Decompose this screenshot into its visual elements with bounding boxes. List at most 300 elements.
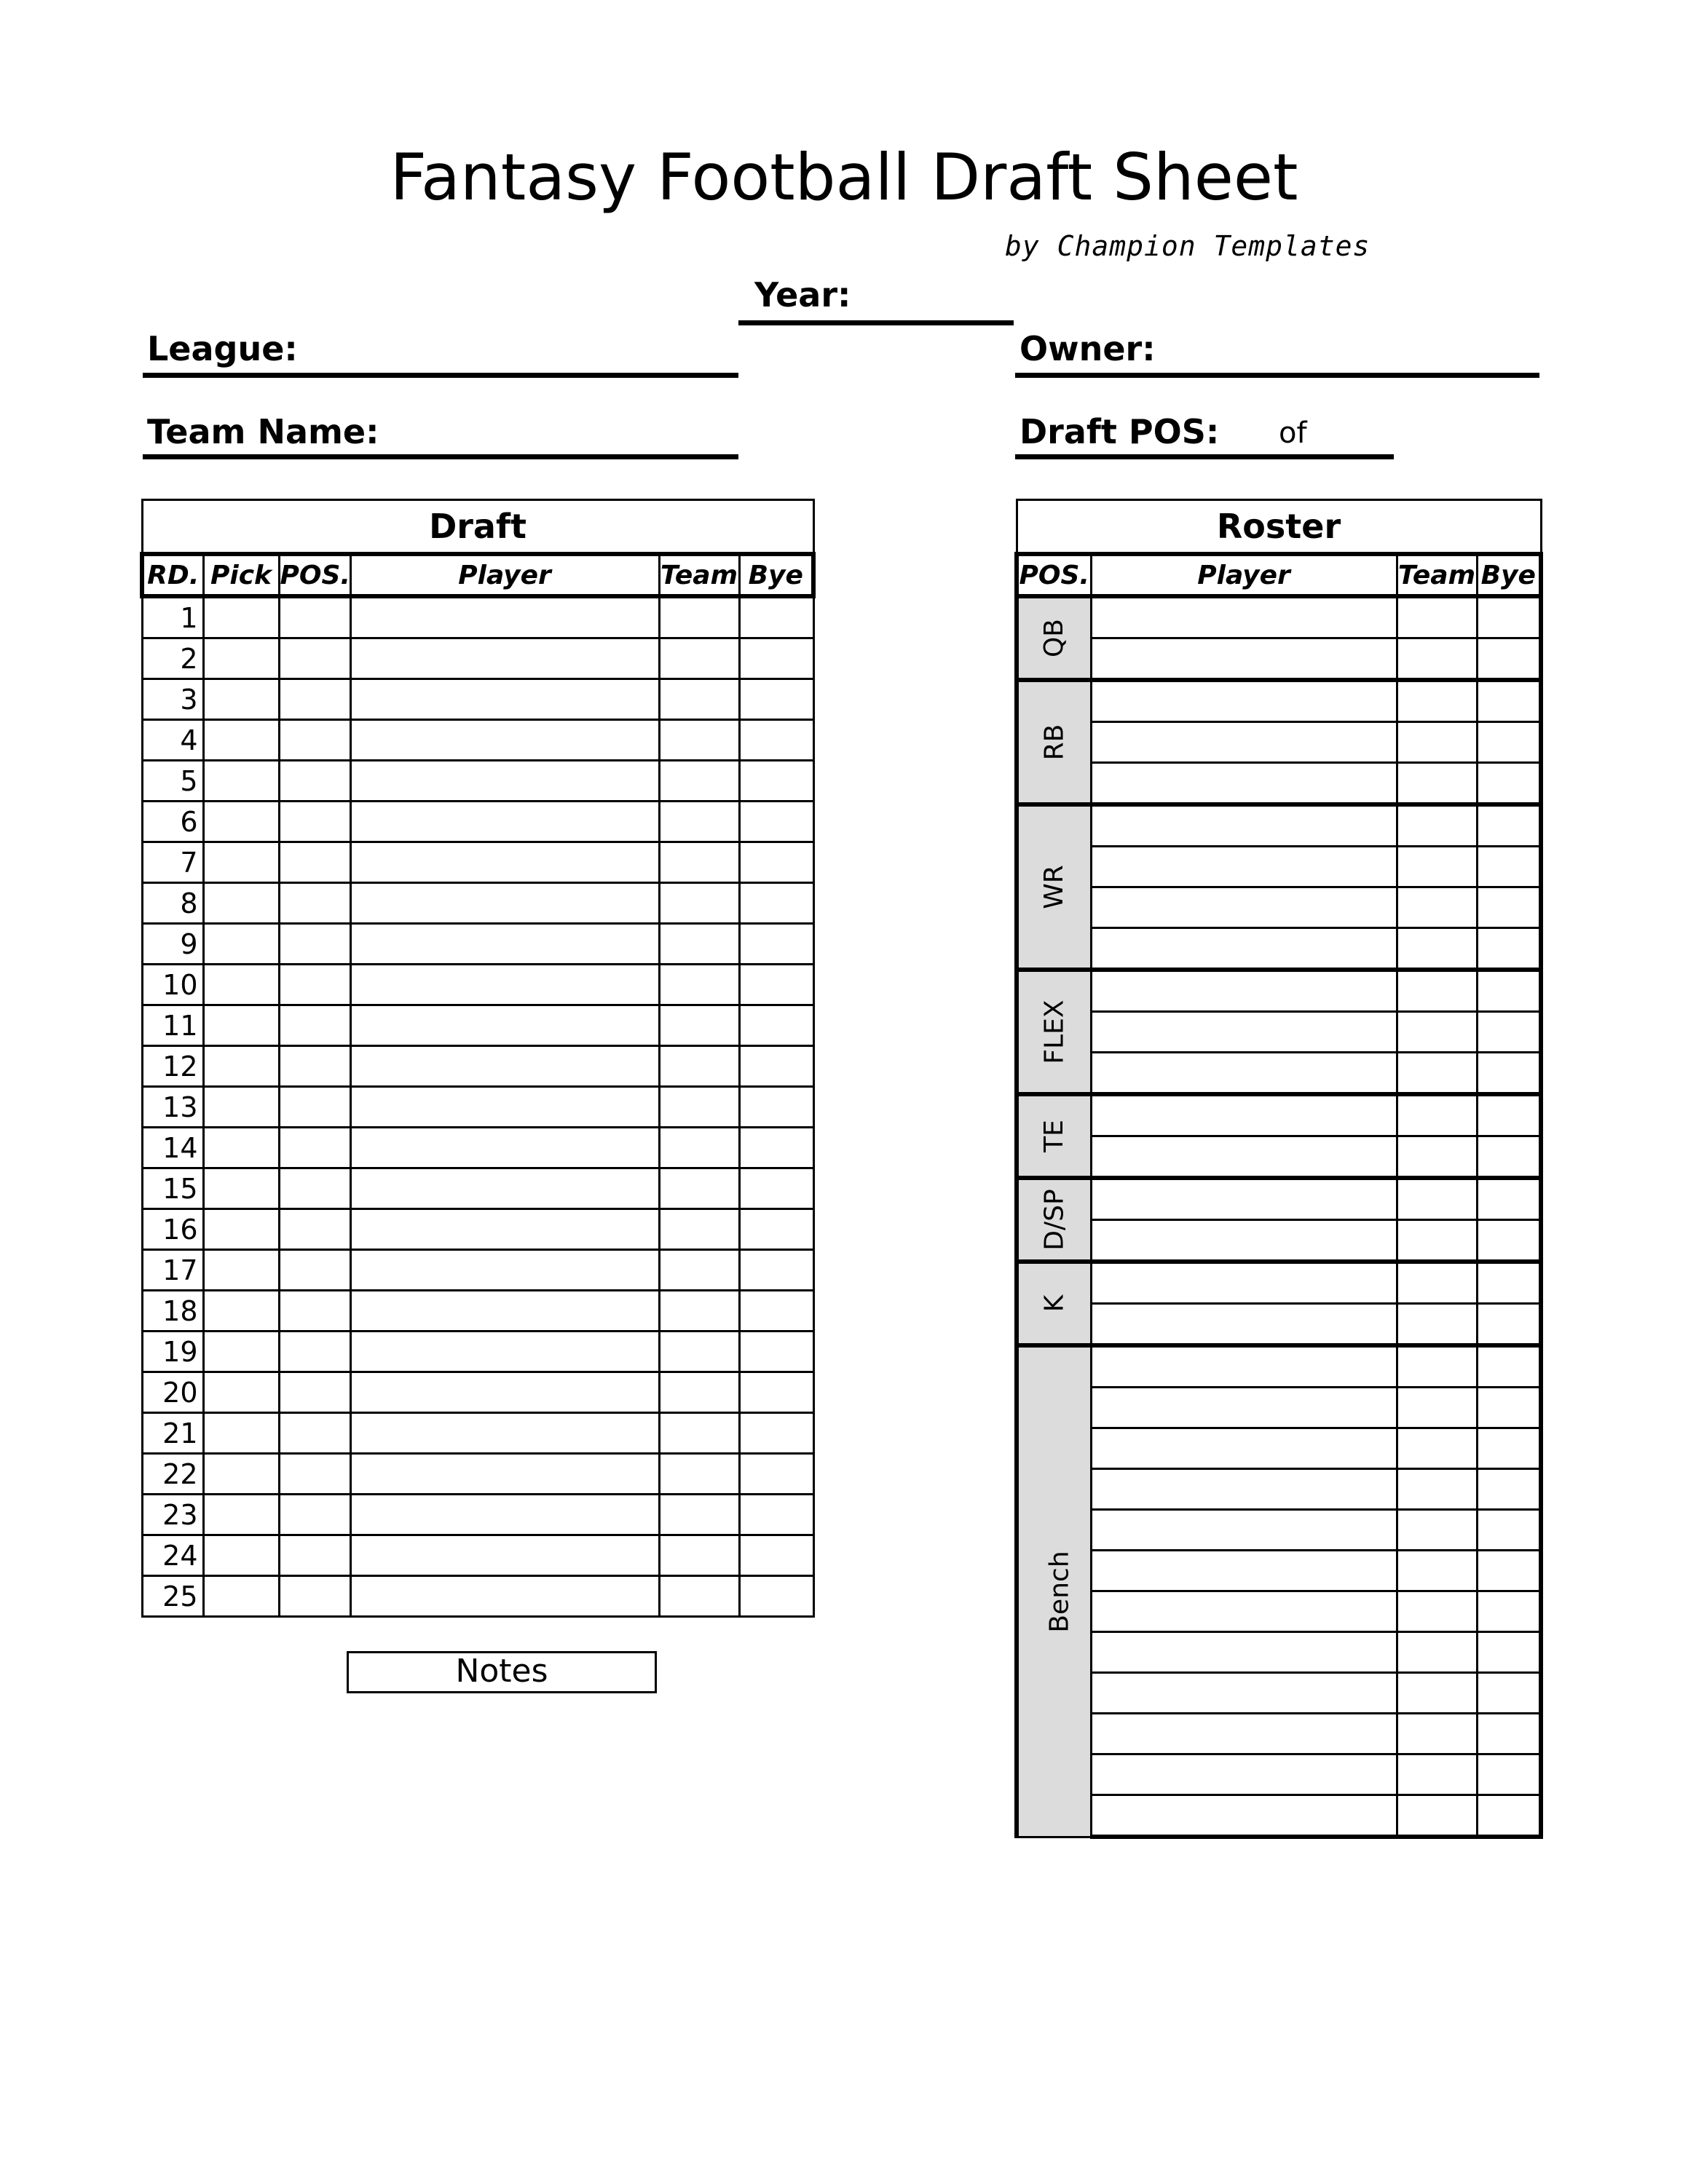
player-cell[interactable]	[350, 1128, 659, 1168]
pos-cell[interactable]	[279, 1250, 350, 1291]
draft-row	[142, 802, 813, 842]
round-number: 1	[142, 596, 203, 638]
roster-row	[1017, 722, 1541, 763]
bye-cell[interactable]	[1477, 1795, 1541, 1837]
player-cell[interactable]	[1091, 1388, 1397, 1428]
roster-pos-label: RB	[1039, 724, 1070, 761]
draft-row	[142, 924, 813, 965]
player-cell[interactable]	[350, 1005, 659, 1046]
byline: by Champion Templates	[1005, 230, 1370, 262]
team-cell[interactable]	[659, 1372, 739, 1413]
round-number: 11	[142, 1005, 203, 1046]
pick-cell[interactable]	[203, 1168, 279, 1209]
player-cell[interactable]	[350, 1087, 659, 1128]
player-cell[interactable]	[1091, 887, 1397, 928]
player-cell[interactable]	[1091, 722, 1397, 763]
player-cell[interactable]	[1091, 1345, 1397, 1388]
bye-cell[interactable]	[739, 1576, 813, 1617]
bye-cell[interactable]	[739, 802, 813, 842]
bye-cell[interactable]	[739, 1495, 813, 1535]
roster-row	[1017, 847, 1541, 887]
bye-cell[interactable]	[1477, 928, 1541, 970]
team-cell[interactable]	[1397, 763, 1477, 805]
bye-cell[interactable]	[1477, 1673, 1541, 1714]
player-cell[interactable]	[1091, 1136, 1397, 1179]
pick-cell[interactable]	[203, 1291, 279, 1332]
pos-cell[interactable]	[279, 596, 350, 638]
bye-cell[interactable]	[739, 1168, 813, 1209]
team-cell[interactable]	[1397, 1053, 1477, 1095]
draft-header-player: Player	[350, 554, 659, 596]
team-cell[interactable]	[1397, 1428, 1477, 1469]
player-cell[interactable]	[1091, 1220, 1397, 1262]
pos-cell[interactable]	[279, 1372, 350, 1413]
bye-cell[interactable]	[739, 1372, 813, 1413]
bye-cell[interactable]	[1477, 680, 1541, 722]
roster-pos-k	[1017, 1262, 1091, 1345]
roster-pos-label: Bench	[1044, 1551, 1075, 1633]
player-cell[interactable]	[1091, 1428, 1397, 1469]
bye-cell[interactable]	[739, 720, 813, 761]
bye-cell[interactable]	[1477, 1428, 1541, 1469]
roster-pos-qb	[1017, 596, 1091, 680]
team-cell[interactable]	[659, 1454, 739, 1495]
player-cell[interactable]	[1091, 1795, 1397, 1837]
pos-cell[interactable]	[279, 965, 350, 1005]
team-cell[interactable]	[659, 1128, 739, 1168]
team-cell[interactable]	[1397, 928, 1477, 970]
player-cell[interactable]	[1091, 763, 1397, 805]
team-cell[interactable]	[1397, 680, 1477, 722]
bye-cell[interactable]	[1477, 970, 1541, 1012]
pick-cell[interactable]	[203, 883, 279, 924]
pos-cell[interactable]	[279, 638, 350, 679]
team-cell[interactable]	[1397, 1632, 1477, 1673]
roster-pos-te	[1017, 1094, 1091, 1178]
team-cell[interactable]	[1397, 638, 1477, 681]
team-cell[interactable]	[1397, 847, 1477, 887]
pick-cell[interactable]	[203, 1209, 279, 1250]
team-cell[interactable]	[659, 761, 739, 802]
player-cell[interactable]	[1091, 1012, 1397, 1053]
roster-row	[1017, 1388, 1541, 1428]
bye-cell[interactable]	[1477, 763, 1541, 805]
bye-cell[interactable]	[739, 761, 813, 802]
pick-cell[interactable]	[203, 596, 279, 638]
player-cell[interactable]	[1091, 1714, 1397, 1754]
pick-cell[interactable]	[203, 924, 279, 965]
owner-label: Owner:	[1019, 329, 1156, 368]
bye-cell[interactable]	[739, 1454, 813, 1495]
player-cell[interactable]	[350, 842, 659, 883]
team-cell[interactable]	[659, 1005, 739, 1046]
player-cell[interactable]	[350, 883, 659, 924]
bye-cell[interactable]	[1477, 1053, 1541, 1095]
roster-row	[1017, 680, 1541, 722]
pos-cell[interactable]	[279, 1168, 350, 1209]
bye-cell[interactable]	[739, 596, 813, 638]
pos-cell[interactable]	[279, 1128, 350, 1168]
bye-cell[interactable]	[739, 1535, 813, 1576]
roster-row	[1017, 1469, 1541, 1510]
bye-cell[interactable]	[1477, 1178, 1541, 1220]
bye-cell[interactable]	[1477, 1304, 1541, 1346]
team-cell[interactable]	[1397, 1345, 1477, 1388]
bye-cell[interactable]	[739, 1046, 813, 1087]
roster-row	[1017, 1428, 1541, 1469]
round-number: 14	[142, 1128, 203, 1168]
team-name-field[interactable]	[143, 454, 738, 459]
team-cell[interactable]	[659, 1209, 739, 1250]
pick-cell[interactable]	[203, 1005, 279, 1046]
year-label: Year:	[754, 275, 851, 314]
round-number: 23	[142, 1495, 203, 1535]
player-cell[interactable]	[350, 1291, 659, 1332]
player-cell[interactable]	[350, 638, 659, 679]
bye-cell[interactable]	[739, 1209, 813, 1250]
player-cell[interactable]	[1091, 847, 1397, 887]
player-cell[interactable]	[1091, 1632, 1397, 1673]
pos-cell[interactable]	[279, 1046, 350, 1087]
pick-cell[interactable]	[203, 1495, 279, 1535]
team-cell[interactable]	[659, 638, 739, 679]
bye-cell[interactable]	[1477, 1220, 1541, 1262]
roster-row	[1017, 1551, 1541, 1591]
player-cell[interactable]	[350, 965, 659, 1005]
roster-row	[1017, 1345, 1541, 1388]
team-cell[interactable]	[1397, 1220, 1477, 1262]
draft-row	[142, 1332, 813, 1372]
team-cell[interactable]	[1397, 596, 1477, 638]
team-cell[interactable]	[659, 1291, 739, 1332]
team-cell[interactable]	[1397, 1673, 1477, 1714]
pos-cell[interactable]	[279, 802, 350, 842]
team-cell[interactable]	[659, 1046, 739, 1087]
draft-row	[142, 1535, 813, 1576]
pick-cell[interactable]	[203, 1087, 279, 1128]
pick-cell[interactable]	[203, 1413, 279, 1454]
draft-header-rd: RD.	[142, 554, 203, 596]
team-cell[interactable]	[1397, 1551, 1477, 1591]
bye-cell[interactable]	[1477, 1591, 1541, 1632]
pick-cell[interactable]	[203, 842, 279, 883]
player-cell[interactable]	[350, 1168, 659, 1209]
team-cell[interactable]	[1397, 1714, 1477, 1754]
roster-header-bye: Bye	[1477, 554, 1541, 596]
bye-cell[interactable]	[739, 1413, 813, 1454]
pos-cell[interactable]	[279, 1087, 350, 1128]
team-cell[interactable]	[1397, 1591, 1477, 1632]
team-cell[interactable]	[659, 802, 739, 842]
bye-cell[interactable]	[739, 1005, 813, 1046]
league-field[interactable]	[143, 373, 738, 378]
round-number: 24	[142, 1535, 203, 1576]
bye-cell[interactable]	[1477, 887, 1541, 928]
draft-row	[142, 1454, 813, 1495]
team-cell[interactable]	[659, 720, 739, 761]
roster-row	[1017, 1754, 1541, 1795]
team-cell[interactable]	[1397, 1469, 1477, 1510]
draft-row	[142, 1250, 813, 1291]
team-cell[interactable]	[1397, 1510, 1477, 1551]
player-cell[interactable]	[350, 720, 659, 761]
team-cell[interactable]	[659, 1332, 739, 1372]
team-cell[interactable]	[659, 596, 739, 638]
roster-caption: Roster	[1017, 500, 1541, 555]
draft-row	[142, 1372, 813, 1413]
pos-cell[interactable]	[279, 1291, 350, 1332]
owner-field[interactable]	[1015, 373, 1539, 378]
team-cell[interactable]	[1397, 970, 1477, 1012]
team-cell[interactable]	[1397, 722, 1477, 763]
bye-cell[interactable]	[1477, 1510, 1541, 1551]
bye-cell[interactable]	[1477, 804, 1541, 847]
bye-cell[interactable]	[1477, 638, 1541, 681]
bye-cell[interactable]	[1477, 1632, 1541, 1673]
pick-cell[interactable]	[203, 1128, 279, 1168]
player-cell[interactable]	[1091, 804, 1397, 847]
round-number: 19	[142, 1332, 203, 1372]
team-cell[interactable]	[659, 1495, 739, 1535]
bye-cell[interactable]	[739, 842, 813, 883]
roster-row	[1017, 1510, 1541, 1551]
team-cell[interactable]	[659, 1535, 739, 1576]
bye-cell[interactable]	[739, 1291, 813, 1332]
player-cell[interactable]	[350, 1372, 659, 1413]
team-cell[interactable]	[659, 1413, 739, 1454]
bye-cell[interactable]	[1477, 1094, 1541, 1136]
player-cell[interactable]	[1091, 1673, 1397, 1714]
roster-row	[1017, 804, 1541, 847]
player-cell[interactable]	[1091, 1304, 1397, 1346]
bye-cell[interactable]	[1477, 847, 1541, 887]
pick-cell[interactable]	[203, 1576, 279, 1617]
draft-row	[142, 1005, 813, 1046]
notes-label: Notes	[347, 1651, 657, 1693]
pos-cell[interactable]	[279, 1454, 350, 1495]
draft-pos-field[interactable]	[1015, 454, 1394, 459]
bye-cell[interactable]	[739, 883, 813, 924]
draft-caption: Draft	[142, 500, 813, 555]
team-cell[interactable]	[1397, 1262, 1477, 1304]
player-cell[interactable]	[350, 1454, 659, 1495]
round-number: 17	[142, 1250, 203, 1291]
team-cell[interactable]	[1397, 887, 1477, 928]
draft-row	[142, 1087, 813, 1128]
pick-cell[interactable]	[203, 720, 279, 761]
pick-cell[interactable]	[203, 1454, 279, 1495]
pos-cell[interactable]	[279, 679, 350, 720]
bye-cell[interactable]	[739, 1128, 813, 1168]
league-label: League:	[147, 329, 298, 368]
roster-row	[1017, 638, 1541, 681]
team-cell[interactable]	[659, 842, 739, 883]
bye-cell[interactable]	[1477, 1345, 1541, 1388]
roster-pos-label: QB	[1039, 618, 1070, 658]
player-cell[interactable]	[350, 1535, 659, 1576]
pos-cell[interactable]	[279, 1332, 350, 1372]
roster-row	[1017, 1591, 1541, 1632]
draft-header-pick: Pick	[203, 554, 279, 596]
bye-cell[interactable]	[739, 965, 813, 1005]
draft-header-team: Team	[659, 554, 739, 596]
pick-cell[interactable]	[203, 679, 279, 720]
pos-cell[interactable]	[279, 1495, 350, 1535]
bye-cell[interactable]	[1477, 596, 1541, 638]
roster-row	[1017, 1012, 1541, 1053]
pick-cell[interactable]	[203, 1372, 279, 1413]
team-cell[interactable]	[659, 679, 739, 720]
round-number: 10	[142, 965, 203, 1005]
draft-row	[142, 1046, 813, 1087]
draft-row	[142, 1576, 813, 1617]
bye-cell[interactable]	[739, 638, 813, 679]
bye-cell[interactable]	[739, 1087, 813, 1128]
pick-cell[interactable]	[203, 1535, 279, 1576]
pos-cell[interactable]	[279, 1413, 350, 1454]
player-cell[interactable]	[350, 1209, 659, 1250]
team-cell[interactable]	[1397, 1795, 1477, 1837]
pick-cell[interactable]	[203, 1332, 279, 1372]
roster-pos-label: WR	[1039, 865, 1070, 909]
bye-cell[interactable]	[739, 1332, 813, 1372]
roster-row	[1017, 1714, 1541, 1754]
player-cell[interactable]	[1091, 1469, 1397, 1510]
pos-cell[interactable]	[279, 842, 350, 883]
bye-cell[interactable]	[739, 924, 813, 965]
draft-row	[142, 679, 813, 720]
team-cell[interactable]	[1397, 1754, 1477, 1795]
roster-pos-wr	[1017, 804, 1091, 970]
pos-cell[interactable]	[279, 761, 350, 802]
player-cell[interactable]	[1091, 1262, 1397, 1304]
pos-cell[interactable]	[279, 1209, 350, 1250]
player-cell[interactable]	[1091, 1178, 1397, 1220]
pos-cell[interactable]	[279, 883, 350, 924]
draft-header-pos: POS.	[279, 554, 350, 596]
roster-row	[1017, 1094, 1541, 1136]
pos-cell[interactable]	[279, 1535, 350, 1576]
page-title: Fantasy Football Draft Sheet	[390, 140, 1298, 215]
draft-row	[142, 638, 813, 679]
round-number: 18	[142, 1291, 203, 1332]
draft-pos-label: Draft POS:	[1019, 412, 1220, 451]
player-cell[interactable]	[350, 596, 659, 638]
player-cell[interactable]	[350, 1250, 659, 1291]
roster-row	[1017, 887, 1541, 928]
bye-cell[interactable]	[1477, 1714, 1541, 1754]
team-cell[interactable]	[659, 965, 739, 1005]
draft-row	[142, 1168, 813, 1209]
draft-row	[142, 720, 813, 761]
player-cell[interactable]	[1091, 596, 1397, 638]
player-cell[interactable]	[1091, 638, 1397, 681]
player-cell[interactable]	[1091, 1591, 1397, 1632]
pos-cell[interactable]	[279, 1576, 350, 1617]
roster-pos-label: TE	[1039, 1120, 1070, 1152]
player-cell[interactable]	[1091, 1053, 1397, 1095]
team-cell[interactable]	[1397, 1388, 1477, 1428]
player-cell[interactable]	[1091, 1551, 1397, 1591]
team-cell[interactable]	[1397, 1136, 1477, 1179]
roster-table	[1014, 499, 1543, 1839]
draft-pos-of: of	[1279, 416, 1307, 450]
player-cell[interactable]	[350, 1046, 659, 1087]
player-cell[interactable]	[1091, 928, 1397, 970]
roster-row	[1017, 763, 1541, 805]
player-cell[interactable]	[350, 802, 659, 842]
team-cell[interactable]	[659, 1168, 739, 1209]
player-cell[interactable]	[350, 1332, 659, 1372]
round-number: 15	[142, 1168, 203, 1209]
team-cell[interactable]	[1397, 1094, 1477, 1136]
roster-pos-label: D/SP	[1039, 1189, 1070, 1251]
roster-row	[1017, 1304, 1541, 1346]
bye-cell[interactable]	[1477, 1262, 1541, 1304]
pick-cell[interactable]	[203, 638, 279, 679]
bye-cell[interactable]	[739, 679, 813, 720]
bye-cell[interactable]	[739, 1250, 813, 1291]
player-cell[interactable]	[1091, 1754, 1397, 1795]
team-cell[interactable]	[659, 1250, 739, 1291]
round-number: 2	[142, 638, 203, 679]
player-cell[interactable]	[1091, 1094, 1397, 1136]
pos-cell[interactable]	[279, 924, 350, 965]
bye-cell[interactable]	[1477, 1388, 1541, 1428]
team-name-label: Team Name:	[147, 412, 379, 451]
team-cell[interactable]	[659, 1576, 739, 1617]
bye-cell[interactable]	[1477, 1012, 1541, 1053]
team-cell[interactable]	[659, 1087, 739, 1128]
player-cell[interactable]	[350, 1495, 659, 1535]
team-cell[interactable]	[1397, 1178, 1477, 1220]
bye-cell[interactable]	[1477, 722, 1541, 763]
pos-cell[interactable]	[279, 720, 350, 761]
pick-cell[interactable]	[203, 1046, 279, 1087]
team-cell[interactable]	[1397, 1304, 1477, 1346]
bye-cell[interactable]	[1477, 1551, 1541, 1591]
draft-row	[142, 1291, 813, 1332]
round-number: 13	[142, 1087, 203, 1128]
player-cell[interactable]	[350, 1413, 659, 1454]
bye-cell[interactable]	[1477, 1136, 1541, 1179]
team-cell[interactable]	[659, 883, 739, 924]
bye-cell[interactable]	[1477, 1469, 1541, 1510]
player-cell[interactable]	[1091, 1510, 1397, 1551]
player-cell[interactable]	[1091, 680, 1397, 722]
pick-cell[interactable]	[203, 965, 279, 1005]
pick-cell[interactable]	[203, 1250, 279, 1291]
pos-cell[interactable]	[279, 1005, 350, 1046]
roster-row	[1017, 596, 1541, 638]
year-field[interactable]	[738, 320, 1014, 325]
pick-cell[interactable]	[203, 761, 279, 802]
round-number: 9	[142, 924, 203, 965]
team-cell[interactable]	[1397, 804, 1477, 847]
player-cell[interactable]	[350, 679, 659, 720]
player-cell[interactable]	[350, 761, 659, 802]
player-cell[interactable]	[1091, 970, 1397, 1012]
pick-cell[interactable]	[203, 802, 279, 842]
round-number: 22	[142, 1454, 203, 1495]
roster-pos-rb	[1017, 680, 1091, 804]
team-cell[interactable]	[659, 924, 739, 965]
player-cell[interactable]	[350, 924, 659, 965]
draft-row	[142, 1209, 813, 1250]
bye-cell[interactable]	[1477, 1754, 1541, 1795]
team-cell[interactable]	[1397, 1012, 1477, 1053]
player-cell[interactable]	[350, 1576, 659, 1617]
